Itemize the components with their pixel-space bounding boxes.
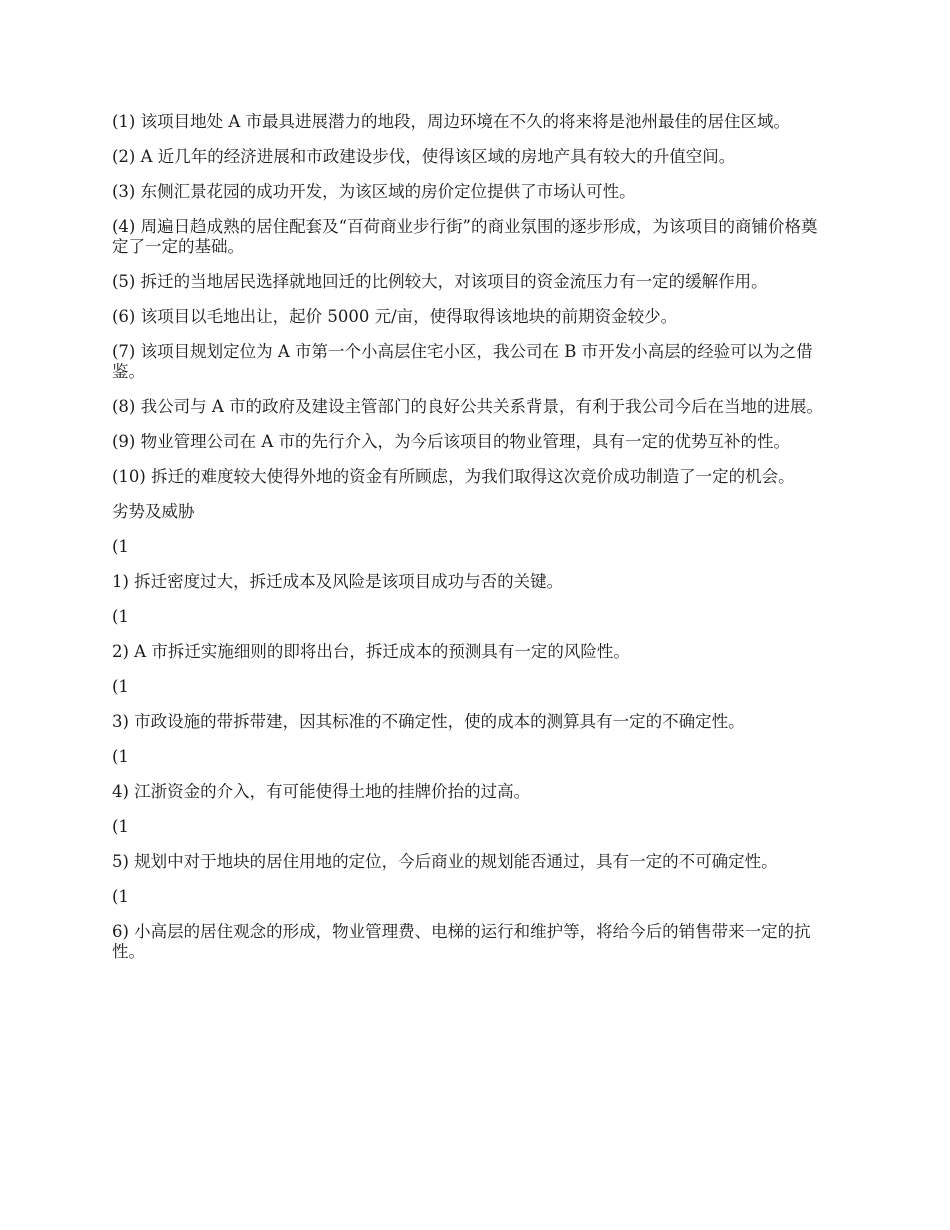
paragraph-strength-2: (2) A 近几年的经济进展和市政建设步伐，使得该区域的房地产具有较大的升值空间。 (112, 147, 736, 166)
paragraph-weakness-14: 4) 江浙资金的介入，有可能使得土地的挂牌价抬的过高。 (112, 782, 531, 801)
list-marker-fragment: (1 (112, 537, 129, 556)
paragraph-weakness-12: 2) A 市拆迁实施细则的即将出台，拆迁成本的预测具有一定的风险性。 (112, 642, 630, 661)
paragraph-strength-1: (1) 该项目地处 A 市最具进展潜力的地段，周边环境在不久的将来将是池州最佳的居住区域。 (112, 112, 791, 131)
list-marker-fragment: (1 (112, 747, 129, 766)
list-marker-fragment: (1 (112, 817, 129, 836)
paragraph-strength-10: (10) 拆迁的难度较大使得外地的资金有所顾虑，为我们取得这次竞价成功制造了一定的机会。 (112, 467, 795, 486)
list-marker-fragment: (1 (112, 607, 129, 626)
paragraph-strength-3: (3) 东侧汇景花园的成功开发，为该区域的房价定位提供了市场认可性。 (112, 182, 636, 201)
paragraph-strength-4: (4) 周遍日趋成熟的居住配套及“百荷商业步行街”的商业氛围的逐步形成，为该项目的商铺价格奠定了一定的基础。 (112, 217, 818, 256)
paragraph-weakness-15: 5) 规划中对于地块的居住用地的定位，今后商业的规划能否通过，具有一定的不可确定性。 (112, 852, 778, 871)
list-marker-fragment: (1 (112, 887, 129, 906)
paragraph-weakness-13: 3) 市政设施的带拆带建，因其标准的不确定性，使的成本的测算具有一定的不确定性。 (112, 712, 745, 731)
paragraph-strength-5: (5) 拆迁的当地居民选择就地回迁的比例较大，对该项目的资金流压力有一定的缓解作用。 (112, 272, 768, 291)
paragraph-weakness-16: 6) 小高层的居住观念的形成，物业管理费、电梯的运行和维护等，将给今后的销售带来一定的抗性。 (112, 922, 811, 961)
paragraph-strength-9: (9) 物业管理公司在 A 市的先行介入，为今后该项目的物业管理，具有一定的优势互补的性。 (112, 432, 791, 451)
paragraph-strength-8: (8) 我公司与 A 市的政府及建设主管部门的良好公共关系背景，有利于我公司今后在当地的进展。 (112, 397, 824, 416)
list-marker-fragment: (1 (112, 677, 129, 696)
section-heading-weaknesses: 劣势及威胁 (112, 502, 195, 521)
paragraph-strength-7: (7) 该项目规划定位为 A 市第一个小高层住宅小区，我公司在 B 市开发小高层的经验可以为之借鉴。 (112, 342, 813, 381)
paragraph-strength-6: (6) 该项目以毛地出让，起价 5000 元/亩，使得取得该地块的前期资金较少。 (112, 307, 678, 326)
paragraph-weakness-11: 1) 拆迁密度过大，拆迁成本及风险是该项目成功与否的关键。 (112, 572, 564, 591)
